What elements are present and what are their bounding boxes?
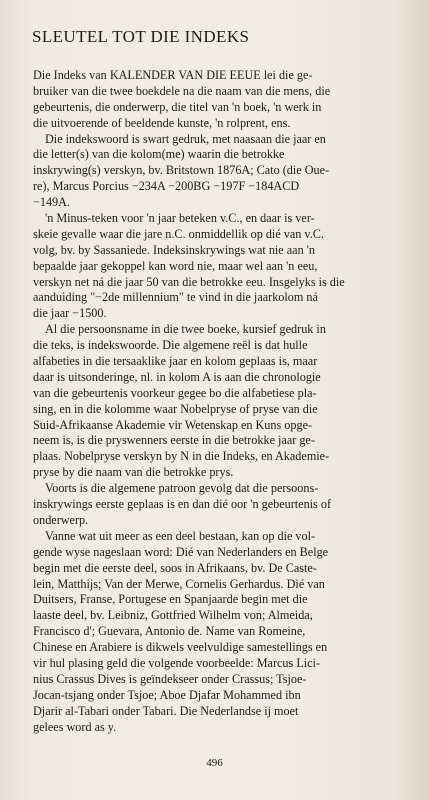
paragraph: [33, 68, 405, 132]
body-text: [33, 68, 405, 735]
page-number: 496: [206, 757, 223, 769]
text-line: neem is, is die pryswenners eerste in die betrokke jaar ge-: [33, 433, 315, 448]
text-line: volg, bv. by Sassaniede. Indeksinskrywings wat nie aan 'n: [33, 242, 316, 257]
text-line: Jocan-tsjang onder Tsjoe; Aboe Djafar Mohammed ibn: [33, 687, 301, 702]
text-line: Chinese en Arabiere is dikwels veelvuldige samestellings en: [33, 640, 328, 655]
text-line: nius Crassus Dives is geïndekseer onder Crassus; Tsjoe-: [33, 671, 307, 686]
text-line: gelees word as y.: [33, 719, 117, 734]
text-line: van die gebeurtenis voorkeur gegee bo die alfabetiese pla-: [33, 385, 317, 400]
text-line: Francisco d'; Guevara, Antonio de. Name van Romeine,: [33, 624, 306, 639]
text-line: Al die persoonsname in die twee boeke, kursief gedruk in: [45, 322, 326, 337]
text-line: Vanne wat uit meer as een deel bestaan, kan op die vol-: [45, 528, 316, 543]
text-line: bepaalde jaar gekoppel kan word nie, maar wel aan 'n eeu,: [33, 258, 318, 273]
text-line: Die Indeks van KALENDER VAN DIE EEUE lei die ge-: [33, 68, 313, 82]
text-line: inskrywings eerste geplaas is en dan dié oor 'n gebeurtenis of: [33, 497, 331, 512]
text-line: lein, Matthijs; Van der Merwe, Cornelis Gerhardus. Dié van: [33, 576, 325, 591]
text-line: alfabeties in die tersaaklike jaar en kolom geplaas is, maar: [33, 354, 318, 369]
page-title: SLEUTEL TOT DIE INDEKS: [32, 27, 250, 46]
paragraph: [33, 529, 405, 736]
text-line: Djarir al-Tabari onder Tabari. Die Nederlandse ij moet: [33, 703, 299, 718]
text-line: plaas. Nobelpryse verskyn by N in die Indeks, en Akademie-: [33, 449, 330, 464]
text-line: sing, en in die kolomme waar Nobelpryse of pryse van die: [33, 401, 318, 416]
text-line: skeie gevalle waar die jare n.C. onmiddellik op dié van v.C.: [33, 226, 324, 241]
text-line: daar is uitsonderinge, nl. in kolom A is aan die chronologie: [33, 369, 321, 384]
text-line: Suid-Afrikaanse Akademie vir Wetenskap en Kuns opge-: [33, 417, 313, 432]
text-line: die uitvoerende of beeldende kunste, 'n rolprent, ens.: [33, 115, 291, 130]
text-line: gebeurtenis, die onderwerp, die titel van 'n boek, 'n werk in: [33, 99, 322, 114]
text-line: Duitsers, Franse, Portugese en Spanjaarde begin met die: [33, 592, 308, 607]
text-line: aanduiding "−2de millennium" te vind in die jaarkolom ná: [33, 290, 318, 305]
text-line: die letter(s) van die kolom(me) waarin die betrokke: [33, 147, 285, 162]
text-line: bruiker van die twee boekdele na die naam van die mens, die: [33, 83, 331, 98]
text-line: begin met die eerste deel, soos in Afrikaans, bv. De Caste-: [33, 560, 317, 575]
paragraph: [33, 322, 405, 481]
text-line: inskrywing(s) verskyn, bv. Britstown 1876A; Cato (die Oue-: [33, 163, 330, 178]
text-line: pryse by die naam van die betrokke prys.: [33, 465, 234, 480]
text-line: Die indekswoord is swart gedruk, met naasaan die jaar en: [45, 131, 326, 146]
paragraph: [33, 132, 405, 211]
text-line: die teks, is indekswoorde. Die algemene reël is dat hulle: [33, 338, 308, 353]
text-line: laaste deel, bv. Leibniz, Gottfried Wilhelm von; Almeida,: [33, 608, 313, 623]
paragraph: [33, 211, 405, 322]
text-line: −149A.: [33, 195, 71, 210]
text-line: 'n Minus-teken voor 'n jaar beteken v.C., en daar is ver-: [45, 211, 315, 226]
text-line: vir hul plasing geld die volgende voorbeelde: Marcus Lici-: [33, 655, 321, 670]
text-line: die jaar −1500.: [33, 306, 107, 321]
paragraph: [33, 481, 405, 529]
text-line: Voorts is die algemene patroon gevolg dat die persoons-: [45, 481, 319, 496]
text-line: verskyn net ná die jaar 50 van die betrokke eeu. Insgelyks is die: [33, 274, 345, 289]
text-line: onderwerp.: [33, 512, 89, 527]
text-line: re), Marcus Porcius −234A −200BG −197F −184ACD: [33, 179, 300, 194]
text-line: gende wyse nageslaan word: Dié van Nederlanders en Belge: [33, 544, 329, 559]
